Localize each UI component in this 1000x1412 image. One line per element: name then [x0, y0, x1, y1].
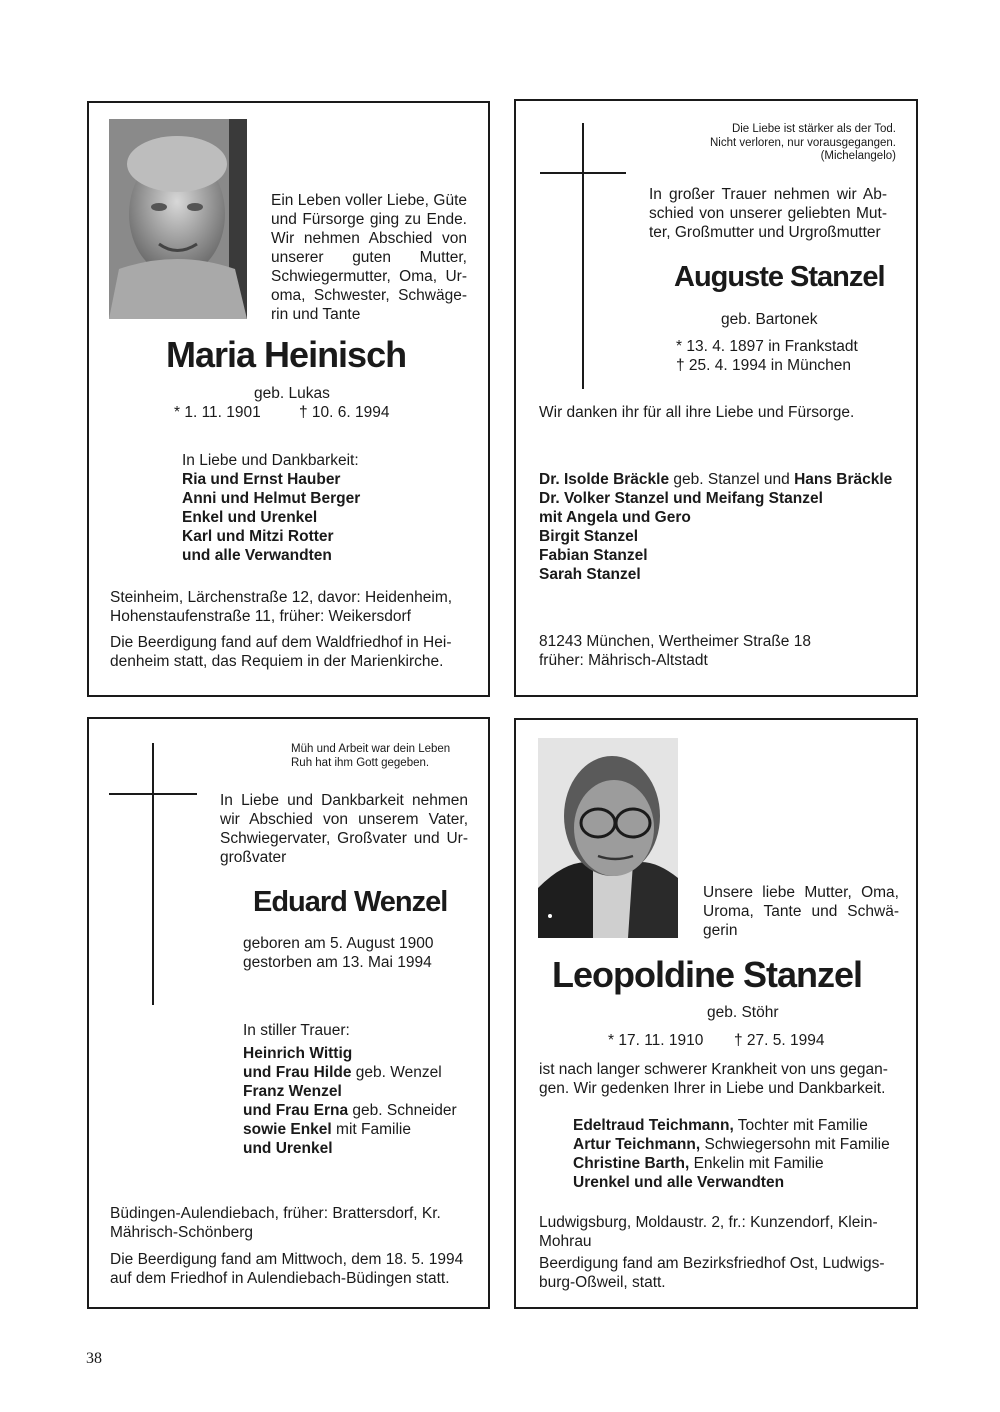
deceased-name: Auguste Stanzel — [674, 261, 885, 293]
cross-vertical — [582, 123, 584, 389]
mourner — [573, 1116, 890, 1135]
death-date: † 25. 4. 1994 in München — [676, 357, 851, 374]
intro-line: Ein Leben voller Liebe, Güte — [271, 192, 467, 209]
mourner-name: Hans Bräckle — [794, 471, 893, 488]
mourner-note: geb. Wenzel — [351, 1064, 442, 1081]
mourners-list — [573, 1116, 890, 1192]
mourner: Dr. Volker Stanzel und Meifang Stanzel — [539, 490, 823, 507]
funeral-info — [539, 1254, 884, 1292]
quote-line: Die Liebe ist stärker als der Tod. — [731, 123, 896, 135]
intro-line: Uroma, Tante und Schwä- — [703, 903, 899, 920]
intro-line: In Liebe und Dankbarkeit nehmen — [220, 792, 468, 809]
mourners-list — [243, 1044, 457, 1158]
quote — [291, 743, 450, 770]
obituary-leopoldine-stanzel — [514, 718, 918, 1309]
mourner-name: und Frau Erna — [243, 1102, 349, 1119]
mourner-name: und Urenkel — [243, 1140, 333, 1157]
intro-line: schied von unserer geliebten Mut- — [649, 205, 887, 222]
quote-line: Nicht verloren, nur vorausgegangen. — [709, 136, 896, 149]
mourner — [573, 1135, 890, 1154]
intro-text — [220, 791, 468, 867]
address-line: Ludwigsburg, Moldaustr. 2, fr.: Kunzendorf, Klein- — [539, 1214, 878, 1231]
intro-line: Unsere liebe Mutter, Oma, — [703, 884, 899, 901]
intro-line: unserer guten Mutter, — [271, 249, 467, 266]
mourner: mit Angela und Gero — [539, 509, 691, 526]
deceased-name: Eduard Wenzel — [253, 886, 448, 918]
mourner-name: Urenkel und alle Verwandten — [573, 1174, 785, 1191]
address — [539, 1213, 878, 1251]
intro-line: großvater — [220, 849, 287, 866]
cross-horizontal — [540, 172, 626, 174]
funeral-info — [110, 633, 451, 671]
mourner-name: Dr. Isolde Bräckle — [539, 471, 670, 488]
body-line: gen. Wir gedenken Ihrer in Liebe und Dankbarkeit. — [539, 1080, 886, 1097]
intro-line: rin und Tante — [271, 306, 361, 323]
mourner-note: Enkelin mit Familie — [689, 1155, 824, 1172]
quote — [710, 123, 896, 164]
mourner-note: geb. Stanzel und — [669, 471, 795, 488]
maiden-name: geb. Lukas — [254, 385, 330, 402]
mourner-name: und Frau Hilde — [243, 1064, 352, 1081]
intro-line: Schwiegermutter, Oma, Ur- — [271, 268, 467, 285]
obituary-eduard-wenzel — [87, 717, 490, 1309]
mourners-heading: In Liebe und Dankbarkeit: — [182, 452, 359, 469]
birth-date: * 1. 11. 1901 — [174, 404, 261, 421]
mourner — [243, 1101, 457, 1120]
address-line: Mohrau — [539, 1233, 592, 1250]
mourner-name: Franz Wenzel — [243, 1083, 342, 1100]
intro-line: oma, Schwester, Schwäge- — [271, 287, 467, 304]
mourner: Enkel und Urenkel — [182, 509, 318, 526]
mourner-name: sowie Enkel — [243, 1121, 332, 1138]
mourner-note: Schwiegersohn mit Familie — [700, 1136, 890, 1153]
mourner — [573, 1173, 890, 1192]
intro-text — [271, 191, 467, 324]
quote-line: Müh und Arbeit war dein Leben — [291, 743, 451, 755]
intro-line: gerin — [703, 922, 738, 939]
birth-date: geboren am 5. August 1900 — [243, 935, 434, 952]
mourner: Ria und Ernst Hauber — [182, 471, 341, 488]
mourner — [243, 1082, 457, 1101]
page-number: 38 — [86, 1350, 102, 1367]
mourner: Anni und Helmut Berger — [182, 490, 361, 507]
mourner-name: Artur Teichmann, — [573, 1136, 701, 1153]
mourners-list — [182, 470, 360, 565]
intro-line: wir Abschied von unserem Vater, — [220, 811, 468, 828]
mourner: Birgit Stanzel — [539, 528, 639, 545]
funeral-info — [110, 1250, 463, 1288]
mourner: Fabian Stanzel — [539, 547, 648, 564]
mourner — [243, 1063, 457, 1082]
mourner: Karl und Mitzi Rotter — [182, 528, 334, 545]
mourner — [243, 1044, 457, 1063]
intro-text — [649, 185, 887, 242]
death-date: gestorben am 13. Mai 1994 — [243, 954, 432, 971]
mourner — [573, 1154, 890, 1173]
quote-line: (Michelangelo) — [820, 150, 896, 162]
obituary-maria-heinisch — [87, 101, 490, 697]
mourner-note: mit Familie — [331, 1121, 411, 1138]
quote-line: Ruh hat ihm Gott gegeben. — [291, 756, 430, 769]
mourner-note: geb. Schneider — [348, 1102, 457, 1119]
birth-date: * 17. 11. 1910 — [608, 1032, 704, 1049]
deceased-name: Maria Heinisch — [166, 334, 407, 375]
address — [110, 588, 452, 626]
intro-text — [703, 883, 899, 940]
mourner: Sarah Stanzel — [539, 566, 641, 583]
mourners-heading: In stiller Trauer: — [243, 1022, 350, 1039]
mourner — [243, 1139, 457, 1158]
intro-line: Schwiegervater, Großvater und Ur- — [220, 830, 468, 847]
obituary-auguste-stanzel — [514, 99, 918, 697]
death-date: † 10. 6. 1994 — [299, 404, 390, 421]
portrait-photo-leopoldine-stanzel — [538, 738, 678, 938]
mourner-name: Edeltraud Teichmann, — [573, 1117, 734, 1134]
address-line: Mährisch-Schönberg — [110, 1224, 254, 1241]
mourners-list — [539, 470, 892, 584]
body-text — [539, 1060, 888, 1098]
address-line: 81243 München, Wertheimer Straße 18 — [539, 633, 811, 650]
mourner-note: Tochter mit Familie — [733, 1117, 868, 1134]
cross-horizontal — [109, 793, 197, 795]
mourner-name: Heinrich Wittig — [243, 1045, 353, 1062]
funeral-line: burg-Oßweil, statt. — [539, 1274, 666, 1291]
funeral-line: Die Beerdigung fand auf dem Waldfriedhof in Hei- — [110, 634, 452, 651]
cross-vertical — [152, 743, 154, 1005]
deceased-name: Leopoldine Stanzel — [552, 954, 863, 995]
intro-line: In großer Trauer nehmen wir Ab- — [649, 186, 887, 203]
death-date: † 27. 5. 1994 — [734, 1032, 825, 1049]
body-line: ist nach langer schwerer Krankheit von uns gegan- — [539, 1061, 888, 1078]
funeral-line: Die Beerdigung fand am Mittwoch, dem 18. 5. 1994 — [110, 1251, 464, 1268]
mourner: und alle Verwandten — [182, 547, 332, 564]
thanks-text: Wir danken ihr für all ihre Liebe und Fürsorge. — [539, 404, 855, 421]
maiden-name: geb. Bartonek — [721, 311, 818, 328]
address — [110, 1204, 441, 1242]
address-line: Hohenstaufenstraße 11, früher: Weikersdorf — [110, 608, 411, 625]
funeral-line: denheim statt, das Requiem in der Marienkirche. — [110, 653, 444, 670]
intro-line: Wir nehmen Abschied von — [271, 230, 467, 247]
birth-date: * 13. 4. 1897 in Frankstadt — [676, 338, 858, 355]
funeral-line: auf dem Friedhof in Aulendiebach-Büdingen statt. — [110, 1270, 450, 1287]
mourner-name: Christine Barth, — [573, 1155, 690, 1172]
address-line: Steinheim, Lärchenstraße 12, davor: Heidenheim, — [110, 589, 453, 606]
funeral-line: Beerdigung fand am Bezirksfriedhof Ost, Ludwigs- — [539, 1255, 885, 1272]
maiden-name: geb. Stöhr — [707, 1004, 779, 1021]
mourner — [243, 1120, 457, 1139]
address — [539, 632, 811, 670]
mourner — [539, 470, 892, 489]
intro-line: ter, Großmutter und Urgroßmutter — [649, 224, 881, 241]
address-line: früher: Mährisch-Altstadt — [539, 652, 708, 669]
address-line: Büdingen-Aulendiebach, früher: Brattersdorf, Kr. — [110, 1205, 441, 1222]
portrait-photo-maria-heinisch — [109, 119, 247, 319]
intro-line: und Fürsorge ging zu Ende. — [271, 211, 467, 228]
